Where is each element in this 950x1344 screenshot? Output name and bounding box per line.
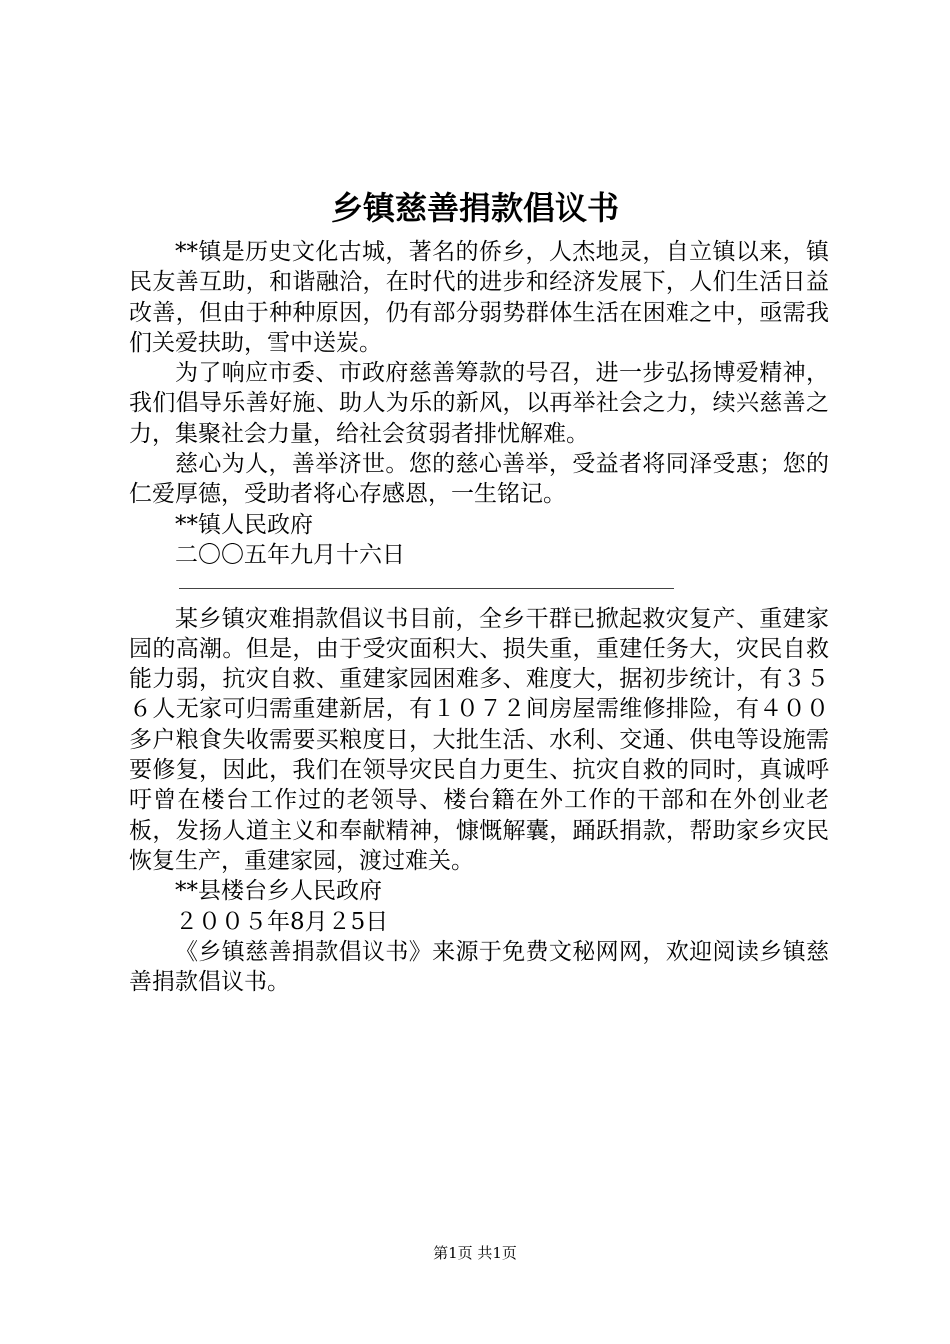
divider-line [179,588,674,589]
section1-paragraph-2: 为了响应市委、市政府慈善筹款的号召，进一步弘扬博爱精神，我们倡导乐善好施、助人为乐的新风，以再举社会之力，续兴慈善之力，集聚社会力量，给社会贫弱者排忧解难。 [129,360,829,447]
section-divider [129,570,829,600]
document-body [129,237,829,997]
page-footer: 第1页 共1页 [433,1244,517,1262]
section1-signature: **镇人民政府 [175,511,313,538]
section2-date: ２００５年8月２5日 [175,908,389,935]
section2-paragraph-1: 某乡镇灾难捐款倡议书目前，全乡干群已掀起救灾复产、重建家园的高潮。但是，由于受灾面积大、损失重，重建任务大，灾民自救能力弱，抗灾自救、重建家园困难多、难度大，据初步统计，有３５６人无家可归需重建新居，有１０７２间房屋需维修排险，有４００多户粮食失收需要买粮度日，大批生活、水利、交通、供电等设施需要修复，因此，我们在领导灾民自力更生、抗灾自救的同时，真诚呼吁曾在楼台工作过的老领导、楼台籍在外工作的干部和在外创业老板，发扬人道主义和奉献精神，慷慨解囊，踊跃捐款，帮助家乡灾民恢复生产，重建家园，渡过难关。 [129,605,829,874]
source-note: 《乡镇慈善捐款倡议书》来源于免费文秘网网，欢迎阅读乡镇慈善捐款倡议书。 [129,938,829,996]
section1-paragraph-3: 慈心为人，善举济世。您的慈心善举，受益者将同泽受惠；您的仁爱厚德，受助者将心存感恩，一生铭记。 [129,451,829,508]
document-title: 乡镇慈善捐款倡议书 [330,189,619,227]
section2-signature: **县楼台乡人民政府 [175,878,382,905]
section1-paragraph-1: **镇是历史文化古城，著名的侨乡，人杰地灵，自立镇以来，镇民友善互助，和谐融洽，在时代的进步和经济发展下，人们生活日益改善，但由于种种原因，仍有部分弱势群体生活在困难之中，亟需我们关爱扶助，雪中送炭。 [129,239,829,356]
section1-date: 二〇〇五年九月十六日 [175,541,405,568]
